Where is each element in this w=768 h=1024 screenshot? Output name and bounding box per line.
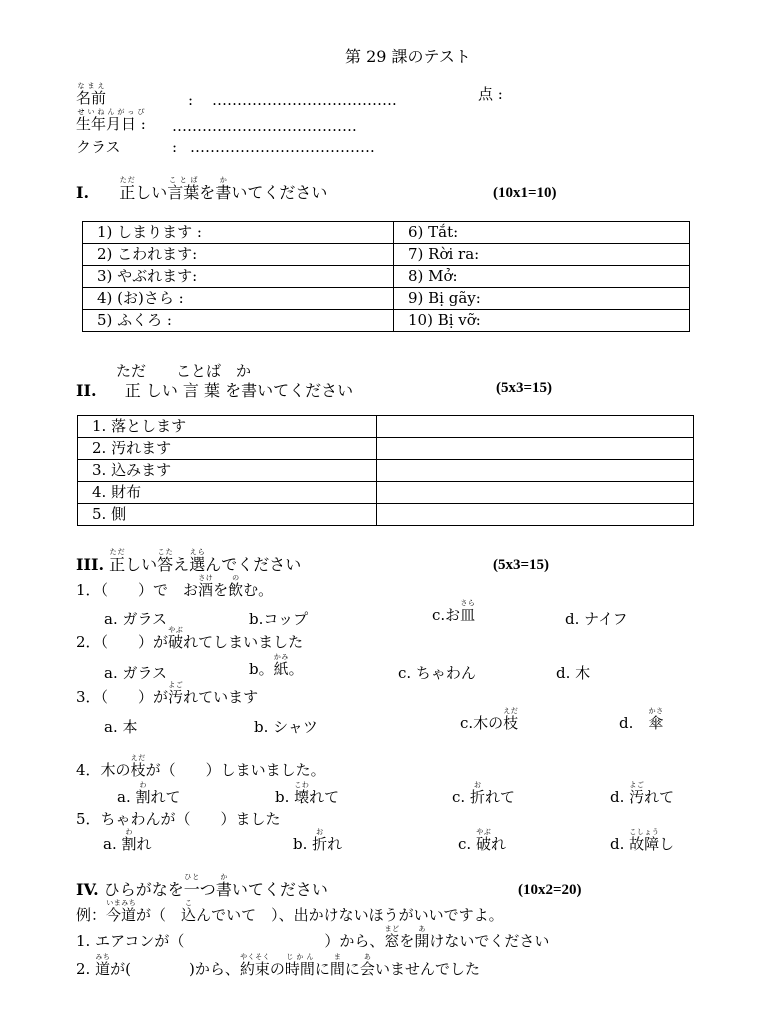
question-iv-1: 1. エアコンが（ ）から、窓まどを開あけないでください — [76, 925, 550, 950]
option-c[interactable]: c. 破やぶれ — [458, 828, 506, 853]
option-d[interactable]: d. 汚よごれて — [610, 781, 675, 806]
table-cell: 4. 財布 — [78, 482, 377, 504]
table-row — [78, 438, 694, 460]
section2-points: (5x3=15) — [496, 380, 553, 396]
table-row — [78, 482, 694, 504]
question-5: 5．ちゃわんが（ ）ました — [76, 810, 281, 828]
option-d[interactable]: d. ナイフ — [565, 610, 628, 628]
score-label: 点 : — [478, 85, 503, 103]
table-cell: 8) Mở: — [394, 266, 690, 288]
section1-heading: I. 正ただしい言葉ことばを書かいてください — [76, 176, 328, 202]
section2-heading — [76, 378, 353, 401]
table-cell: 3. 込みます — [78, 460, 377, 482]
answer-cell[interactable] — [377, 504, 694, 526]
class-colon: : — [172, 138, 178, 156]
table-cell: 3) やぶれます: — [83, 266, 394, 288]
option-d[interactable]: d. 傘かさ — [619, 707, 664, 732]
table-cell: 4) (お)さら : — [83, 288, 394, 310]
section2-number: II. — [76, 381, 97, 400]
dob-label: 生年月日 :せいねんがっぴ — [76, 108, 146, 133]
option-c[interactable]: c. 折おれて — [452, 781, 515, 806]
option-b[interactable]: b. 折おれ — [293, 828, 343, 853]
table-row — [83, 288, 690, 310]
section3-points: (5x3=15) — [493, 557, 550, 573]
table-cell: 10) Bị vỡ: — [394, 310, 690, 332]
option-c[interactable]: c.お皿さら — [432, 599, 476, 624]
answer-cell[interactable] — [377, 482, 694, 504]
class-field[interactable]: ………………………………. — [190, 138, 375, 156]
option-c[interactable]: c. ちゃわん — [398, 664, 476, 682]
class-label: クラス — [76, 138, 121, 156]
table-row — [83, 222, 690, 244]
section2-table — [77, 415, 694, 526]
option-b[interactable]: b。紙かみ。 — [249, 653, 304, 678]
section1-points: (10x1=10) — [493, 185, 557, 201]
answer-cell[interactable] — [377, 416, 694, 438]
option-a[interactable]: a. ガラス — [104, 664, 168, 682]
section2-text: 正 しい 言 葉 を書いてください — [124, 381, 354, 400]
section3-number: III. — [76, 555, 105, 574]
table-cell: 1. 落とします — [78, 416, 377, 438]
table-row — [78, 460, 694, 482]
name-label: 名前なまえ — [76, 82, 107, 107]
table-cell: 9) Bị gãy: — [394, 288, 690, 310]
example-line: 例：今道いまみちが（ 込こんでいて ）、出かけないほうがいいですよ。 — [76, 899, 504, 924]
option-a[interactable]: a. ガラス — [104, 610, 168, 628]
option-b[interactable]: b. 壊こわれて — [275, 781, 340, 806]
table-cell: 5. 側 — [78, 504, 377, 526]
answer-cell[interactable] — [377, 460, 694, 482]
section1-number: I. — [76, 183, 90, 202]
option-b[interactable]: b.コップ — [249, 610, 309, 628]
table-row — [78, 416, 694, 438]
table-cell: 2) こわれます: — [83, 244, 394, 266]
dob-row — [76, 108, 146, 134]
option-b[interactable]: b. シャツ — [254, 718, 318, 736]
table-cell: 5) ふくろ : — [83, 310, 394, 332]
dob-field[interactable]: ………………………………. — [172, 117, 357, 135]
name-row — [76, 82, 106, 108]
option-d[interactable]: d. 故障こしょうし — [610, 828, 675, 853]
section4-points: (10x2=20) — [518, 882, 582, 898]
section4-number: IV. — [76, 880, 99, 899]
section3-heading: III. 正ただしい答こたえ選えらんでください — [76, 548, 302, 574]
question-3: 3．（ ）が汚よごれています — [76, 681, 259, 706]
section4-heading: IV. ひらがなを一ひとつ書かいてください — [76, 873, 328, 899]
section2-ruby-line: ただ ことば か — [116, 362, 252, 380]
question-iv-2: 2. 道みちが( )から、約束やくそくの時間じかんに間まに会あいませんでした — [76, 953, 480, 978]
name-field[interactable]: ………………………………. — [212, 91, 397, 109]
option-a[interactable]: a. 割われ — [103, 828, 152, 853]
section1-table — [82, 221, 690, 332]
table-row — [83, 244, 690, 266]
option-c[interactable]: c.木の枝えだ — [460, 707, 519, 732]
option-a[interactable]: a. 本 — [104, 718, 138, 736]
table-cell: 2. 汚れます — [78, 438, 377, 460]
table-row — [83, 266, 690, 288]
question-1: 1．（ ）で お酒さけを飲のむ。 — [76, 574, 274, 599]
table-row — [83, 310, 690, 332]
table-cell: 6) Tắt: — [394, 222, 690, 244]
name-colon: : — [188, 91, 194, 109]
table-cell: 7) Rời ra: — [394, 244, 690, 266]
table-row — [78, 504, 694, 526]
question-2: 2．（ ）が破やぶれてしまいました — [76, 626, 304, 651]
page-title: 第 29 課のテスト — [345, 47, 471, 66]
option-d[interactable]: d. 木 — [556, 664, 591, 682]
table-cell: 1) しまります : — [83, 222, 394, 244]
question-4: 4．木の枝えだが（ ）しまいました。 — [76, 754, 326, 779]
option-a[interactable]: a. 割われて — [117, 781, 181, 806]
answer-cell[interactable] — [377, 438, 694, 460]
